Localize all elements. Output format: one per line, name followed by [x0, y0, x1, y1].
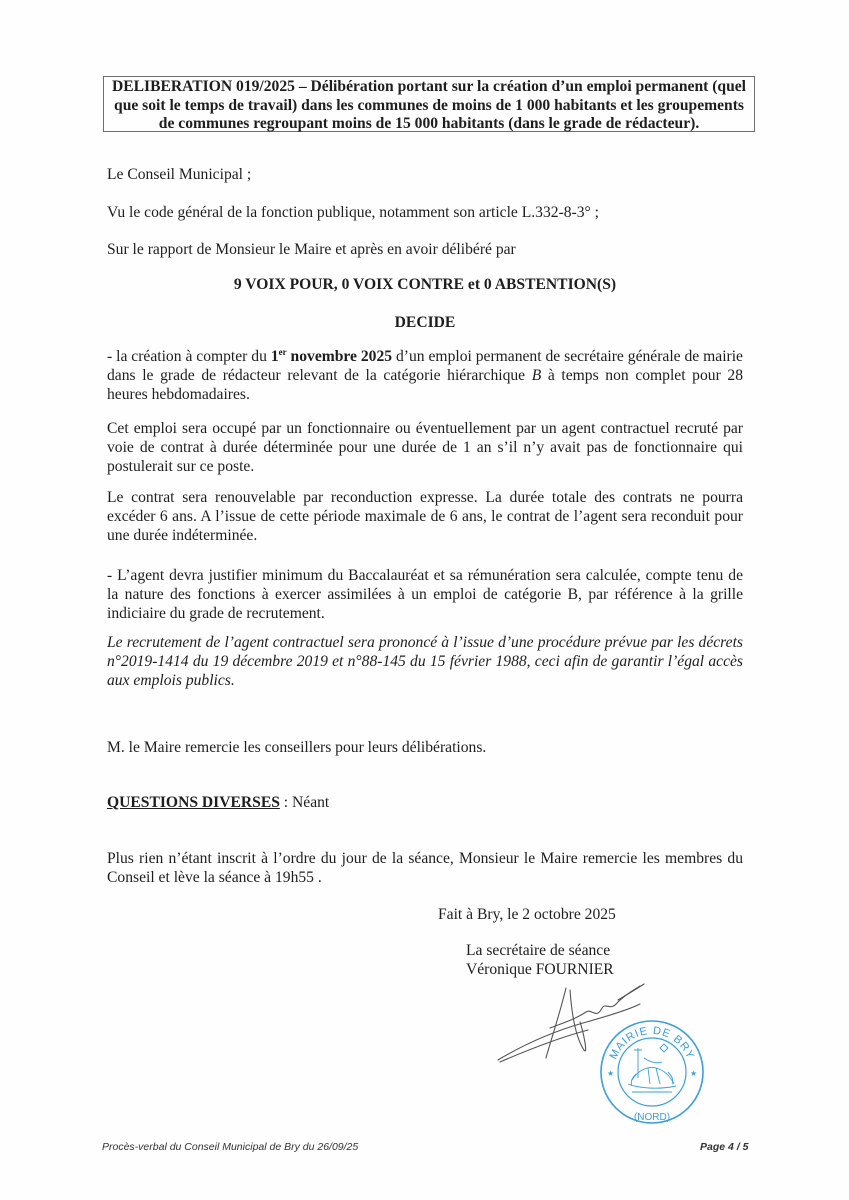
- questions-value: : Néant: [279, 794, 330, 811]
- contrat-paragraph: Le contrat sera renouvelable par reconduction expresse. La durée totale des contrats ne pourra excéder 6 ans. A l’issue de cette période maximale de 6 ans, le contrat de l’agent sera reconduit pour une durée indéterminée.: [107, 489, 743, 544]
- rapport-line: Sur le rapport de Monsieur le Maire et après en avoir délibéré par: [107, 241, 516, 258]
- svg-text:MAIRIE DE BRY: [608, 1025, 697, 1061]
- creation-middle: d’un emploi permanent de secrétaire générale de mairie dans le grade de rédacteur relevant de la catégorie hiérarchique: [107, 348, 743, 384]
- vote-result: 9 VOIX POUR, 0 VOIX CONTRE et 0 ABSTENTION(S): [233, 276, 617, 293]
- decide-heading: DECIDE: [394, 314, 456, 331]
- creation-day: 1: [270, 348, 279, 365]
- creation-paragraph: [107, 348, 743, 405]
- creation-day-sup: er: [278, 347, 287, 357]
- council-line: Le Conseil Municipal ;: [107, 166, 252, 183]
- creation-date: novembre 2025: [286, 348, 393, 365]
- agent-paragraph: - L’agent devra justifier minimum du Baccalauréat et sa rémunération sera calculée, compte tenu de la nature des fonctions à exercer assimilées à un emploi de catégorie B, par référence à la grille indiciaire du grade de recrutement.: [107, 567, 743, 622]
- cloture-paragraph: Plus rien n’étant inscrit à l’ordre du jour de la séance, Monsieur le Maire remercie les membres du Conseil et lève la séance à 19h55 .: [107, 850, 743, 886]
- stamp-star-left-icon: ★: [607, 1069, 615, 1078]
- questions-diverses: [107, 794, 743, 813]
- secretary-role: La secrétaire de séance: [466, 942, 611, 959]
- deliberation-title-box: [103, 76, 755, 132]
- stamp-top-text: MAIRIE DE BRY: [607, 1024, 697, 1062]
- creation-category: B: [531, 366, 542, 384]
- recrutement-paragraph: Le recrutement de l’agent contractuel sera prononcé à l’issue d’une procédure prévue par les décrets n°2019-1414 du 19 décembre 2019 et n°88-145 du 15 février 1988, ceci afin de garantir l’égal accès aux emplois publics.: [107, 634, 743, 689]
- occupe-paragraph: Cet emploi sera occupé par un fonctionnaire ou éventuellement par un agent contractuel recruté par voie de contrat à durée déterminée pour une durée de 1 an s’il n’y avait pas de fonctionnaire qui postulerait sur ce poste.: [107, 420, 743, 475]
- stamp-star-right-icon: ★: [690, 1069, 698, 1078]
- stamp-bottom-text: (NORD): [633, 1112, 671, 1123]
- stamp-emblem-icon: [628, 1044, 676, 1092]
- place-date: Fait à Bry, le 2 octobre 2025: [438, 906, 616, 923]
- footer-document-title: Procès-verbal du Conseil Municipal de Bry du 26/09/25: [102, 1141, 359, 1153]
- creation-prefix: - la création à compter du: [107, 348, 271, 365]
- secretary-name: Véronique FOURNIER: [466, 961, 614, 978]
- questions-label: QUESTIONS DIVERSES: [107, 794, 280, 811]
- vu-line: Vu le code général de la fonction publique, notamment son article L.332-8-3° ;: [107, 204, 600, 221]
- creation-suffix: à temps non complet pour 28 heures hebdomadaires.: [107, 366, 743, 403]
- deliberation-title: DELIBERATION 019/2025 – Délibération portant sur la création d’un emploi permanent (quel que soit le temps de travail) dans les communes de moins de 1 000 habitants et les groupements de communes regroupant moins de 15 000 habitants (dans le grade de rédacteur).: [111, 78, 747, 132]
- mairie-stamp: [598, 1018, 706, 1126]
- footer-page-number: Page 4 / 5: [700, 1141, 749, 1153]
- remercie-line: M. le Maire remercie les conseillers pour leurs délibérations.: [107, 739, 487, 756]
